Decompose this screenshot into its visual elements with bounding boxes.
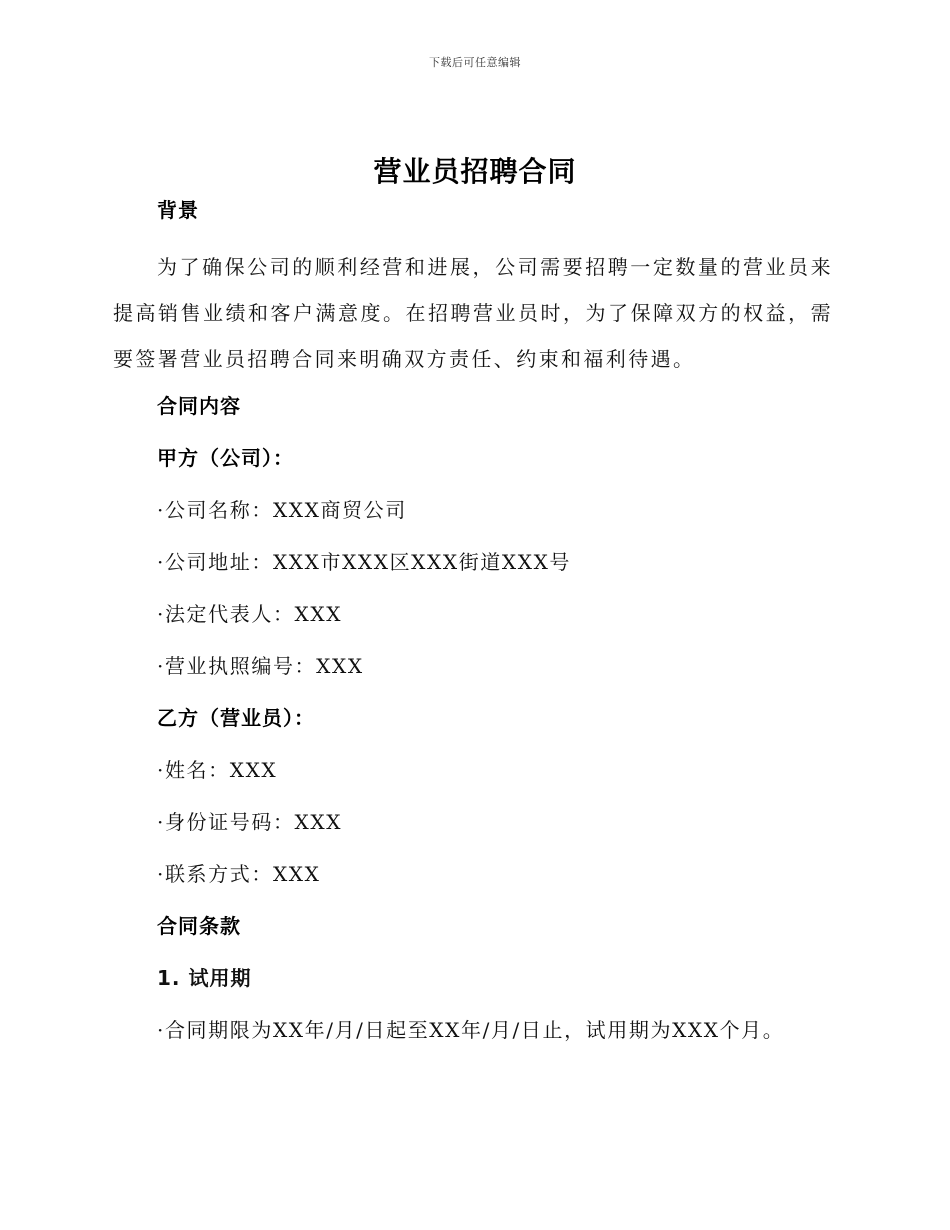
party-a-heading: 甲方（公司）： [157, 446, 294, 470]
party-a-license-number: ·营业执照编号：XXX [157, 654, 364, 678]
header-note: 下载后可任意编辑 [429, 56, 521, 69]
party-a-company-name: ·公司名称：XXX商贸公司 [157, 498, 407, 522]
background-paragraph: 为了确保公司的顺利经营和进展，公司需要招聘一定数量的营业员来提高销售业绩和客户满意度。在招聘营业员时，为了保障双方的权益，需要签署营业员招聘合同来明确双方责任、约束和福利待遇。 [113, 255, 833, 371]
document-body [113, 192, 833, 1064]
contract-terms-heading: 合同条款 [157, 914, 241, 938]
background-heading: 背景 [157, 198, 199, 222]
party-b-contact: ·联系方式：XXX [157, 862, 321, 886]
probation-term-item: ·合同期限为XX年/月/日起至XX年/月/日止，试用期为XXX个月。 [157, 1018, 785, 1042]
party-a-legal-representative: ·法定代表人：XXX [157, 602, 343, 626]
document-title: 营业员招聘合同 [373, 155, 577, 188]
contract-content-heading: 合同内容 [157, 394, 241, 418]
party-b-heading: 乙方（营业员）： [157, 706, 315, 730]
party-b-id-number: ·身份证号码：XXX [157, 810, 343, 834]
party-a-company-address: ·公司地址：XXX市XXX区XXX街道XXX号 [157, 550, 572, 574]
party-b-name: ·姓名：XXX [157, 758, 278, 782]
probation-heading: 1. 试用期 [157, 966, 252, 990]
